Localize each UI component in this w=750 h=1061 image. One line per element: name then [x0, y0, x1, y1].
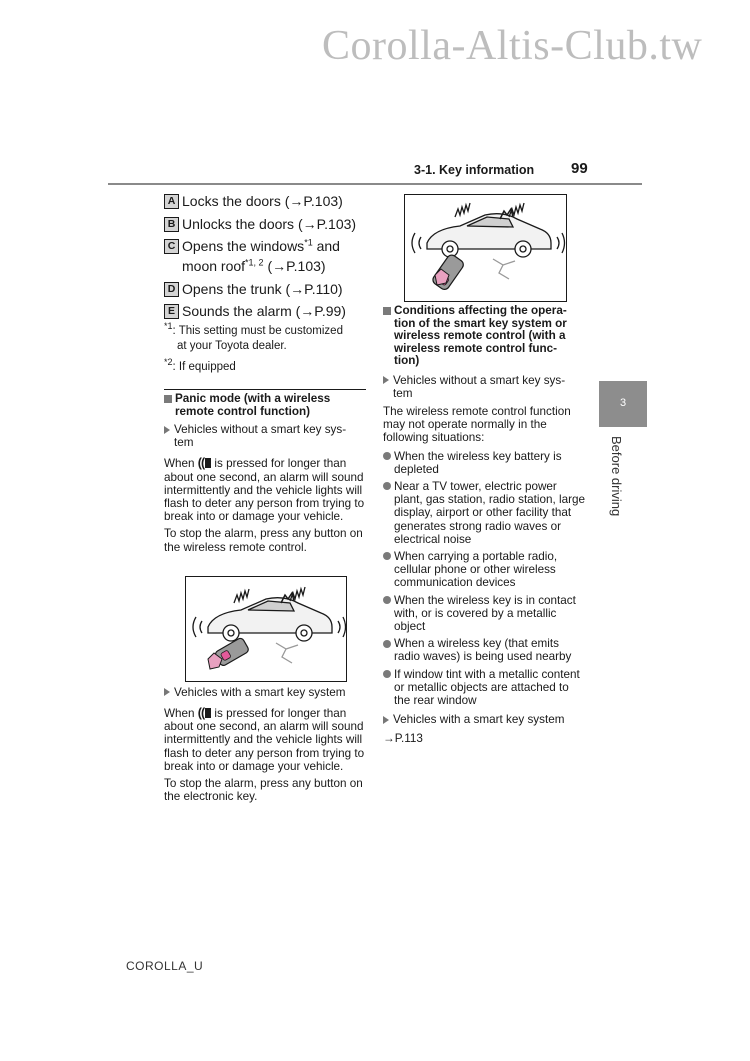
key-letter-badge: D — [164, 282, 179, 297]
heading-line: tion) — [394, 354, 420, 367]
list-item-text: When the wireless key is in contact with, or is covered by a metallic object — [394, 593, 576, 633]
key-function-text: Sounds the alarm (→P.99) — [182, 303, 346, 319]
subheading — [164, 686, 369, 699]
key-text-part: (→P.103) — [263, 258, 326, 274]
section-rule — [164, 389, 366, 390]
subheading — [164, 423, 369, 449]
triangle-bullet-icon — [164, 688, 170, 696]
key-text-part: and — [312, 238, 340, 254]
subheading-text — [393, 374, 565, 400]
chapter-label: Before driving — [609, 436, 624, 517]
list-item-text: When carrying a portable radio, cellular phone or other wireless communication devices — [394, 549, 558, 590]
square-bullet-icon — [383, 307, 391, 315]
watermark: Corolla-Altis-Club.tw — [322, 23, 703, 69]
list-item-text: Near a TV tower, electric power plant, gas station, radio station, large display, airport or other facility that generates strong radio waves or electrical noise — [394, 479, 586, 546]
round-bullet-icon — [383, 552, 391, 560]
sub-line: tem — [393, 386, 413, 400]
list-item — [383, 450, 588, 476]
panic-heading — [164, 393, 369, 418]
key-function-item — [164, 214, 374, 234]
key-function-item — [164, 301, 374, 321]
heading-line: remote control function) — [175, 404, 311, 418]
sub-line: tem — [174, 436, 194, 450]
panic-alarm-icon: (( — [198, 706, 211, 720]
round-bullet-icon — [383, 596, 391, 604]
key-function-item — [164, 191, 374, 211]
heading-line: tion of the smart key system or — [394, 316, 567, 330]
para-text: When — [164, 707, 195, 721]
conditions-heading — [383, 305, 588, 368]
sub-line: Vehicles without a smart key sys- — [393, 373, 566, 387]
chapter-number: 3 — [619, 397, 627, 409]
footnote — [164, 321, 374, 354]
page-reference-link[interactable]: →P.113 — [383, 732, 423, 746]
list-item-text: When the wireless key battery is depleted — [394, 449, 562, 476]
footnote-text: : If equipped — [172, 361, 236, 373]
heading-line: wireless remote control func- — [394, 341, 558, 355]
chapter-tab[interactable] — [599, 381, 647, 427]
para-text: than about one second, an alarm will sound intermittently and the vehicle lights will flash to deter any person from trying to break into or damage your vehicle. — [164, 457, 365, 524]
key-function-list — [164, 191, 374, 375]
key-function-text: Locks the doors (→P.103) — [182, 193, 343, 209]
key-letter-badge: B — [164, 217, 179, 232]
round-bullet-icon — [383, 452, 391, 460]
subheading — [383, 713, 588, 726]
key-text-part: moon roof — [182, 258, 246, 274]
round-bullet-icon — [383, 670, 391, 678]
car-alarm-illustration-svg — [186, 577, 346, 681]
panic-description — [164, 457, 369, 523]
subheading — [383, 374, 588, 400]
header-rule — [108, 183, 642, 185]
heading-line: Conditions affecting the opera- — [394, 304, 567, 317]
stop-alarm-text: To stop the alarm, press any button on the electronic key. — [164, 777, 363, 804]
key-letter-badge: C — [164, 239, 179, 254]
list-item — [383, 637, 588, 663]
car-alarm-illustration — [404, 194, 567, 302]
conditions-intro: The wireless remote control function may not operate normally in the following situations: — [383, 404, 571, 445]
footnote-mark: *1 — [164, 321, 173, 332]
para-text: When — [164, 457, 195, 471]
round-bullet-icon — [383, 640, 391, 648]
footnote-mark: *2 — [164, 357, 173, 368]
car-alarm-illustration-svg — [405, 195, 566, 301]
square-bullet-icon — [164, 395, 172, 403]
key-function-item — [164, 236, 374, 276]
subheading-text: Vehicles with a smart key system — [393, 713, 565, 727]
heading-line: wireless remote control (with a — [394, 329, 566, 342]
footnote — [164, 357, 374, 375]
sub-line: Vehicles without a smart key sys- — [174, 423, 347, 436]
footnote-ref: *1 — [304, 237, 313, 248]
triangle-bullet-icon — [383, 716, 389, 724]
conditions-list — [383, 450, 588, 708]
triangle-bullet-icon — [164, 426, 170, 434]
conditions-heading-text — [394, 305, 567, 368]
para-text: is pressed for longer — [214, 457, 321, 471]
list-item — [383, 668, 588, 708]
stop-alarm-text: To stop the alarm, press any button on the wireless remote control. — [164, 527, 363, 554]
key-text-part: Opens the windows — [182, 238, 305, 254]
para-text: than about one second, an alarm will sound intermittently and the vehicle lights will flash to deter any person from trying to break into or damage your vehicle. — [164, 707, 365, 773]
heading-line: Panic mode (with a wireless — [175, 392, 331, 405]
footnote-ref: *1, 2 — [245, 257, 264, 268]
list-item — [383, 480, 588, 546]
key-function-item — [164, 279, 374, 299]
key-letter-badge: A — [164, 194, 179, 209]
key-letter-badge: E — [164, 304, 179, 319]
key-function-text: Opens the trunk (→P.110) — [182, 280, 343, 297]
subheading-text: Vehicles with a smart key system — [174, 685, 346, 699]
panic-alarm-icon: (( — [198, 456, 211, 470]
para-text: is pressed for longer — [214, 707, 321, 721]
panic-description — [164, 707, 369, 773]
list-item — [383, 594, 588, 634]
car-alarm-illustration — [185, 576, 347, 682]
round-bullet-icon — [383, 482, 391, 490]
footnote-text: : This setting must be customized — [172, 325, 343, 337]
key-function-text: Unlocks the doors (→P.103) — [182, 215, 357, 232]
list-item-text: If window tint with a metallic content or metallic objects are attached to the rear window — [394, 667, 580, 707]
triangle-bullet-icon — [383, 376, 389, 384]
section-title: 3-1. Key information — [414, 163, 535, 177]
conditions-section — [383, 305, 588, 746]
footer-model-code: COROLLA_U — [126, 959, 204, 973]
panic-heading-text — [175, 393, 330, 418]
page-number: 99 — [571, 160, 588, 177]
footnote-text: at your Toyota dealer. — [177, 340, 287, 352]
key-function-text — [182, 236, 340, 276]
list-item — [383, 550, 588, 590]
list-item-text: When a wireless key (that emits radio waves) is being used nearby — [394, 637, 572, 664]
subheading-text — [174, 423, 346, 449]
